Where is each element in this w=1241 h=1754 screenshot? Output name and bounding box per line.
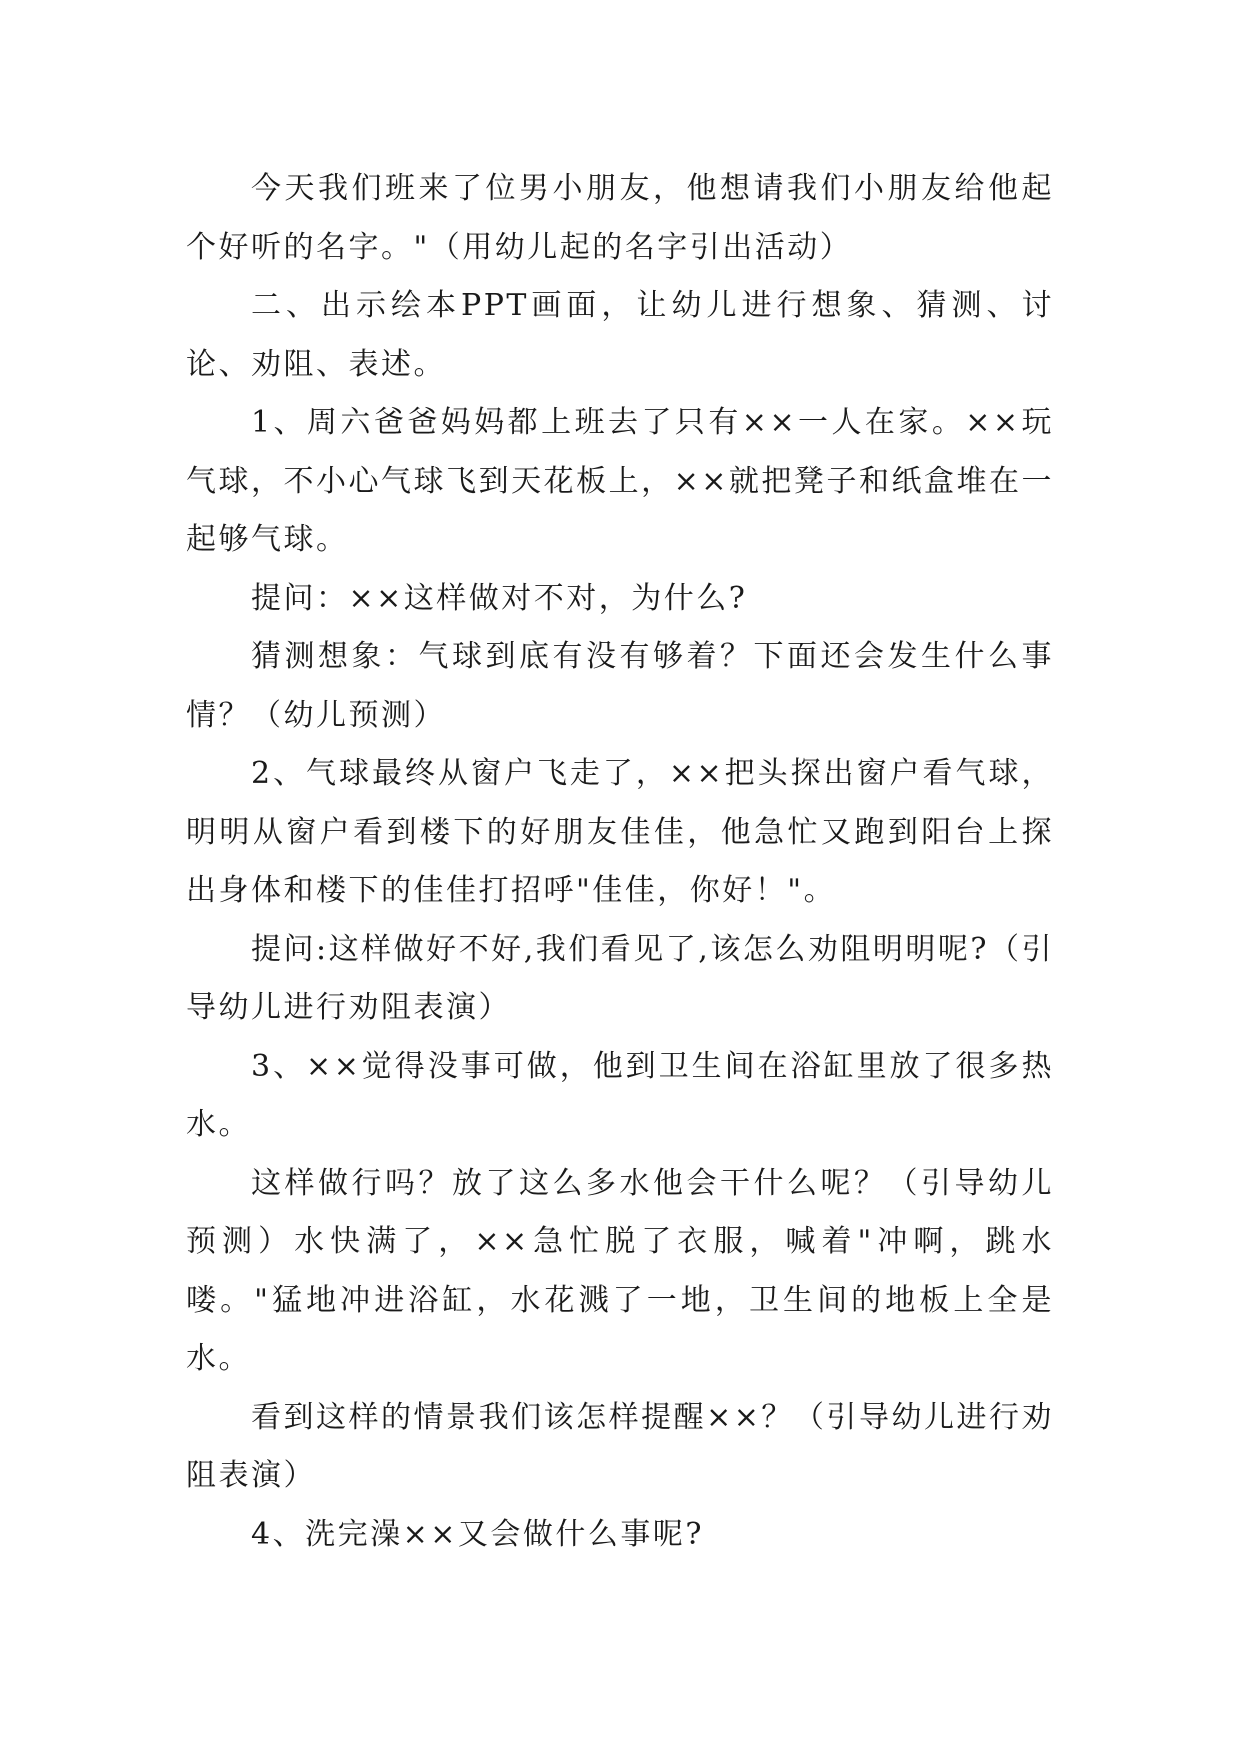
paragraph: 提问:这样做好不好,我们看见了,该怎么劝阻明明呢?（引导幼儿进行劝阻表演）	[186, 931, 1054, 1025]
paragraph: 二、出示绘本PPT画面，让幼儿进行想象、猜测、讨论、劝阻、表述。	[186, 288, 1054, 382]
document-body	[186, 160, 1054, 1564]
paragraph: 提问：××这样做对不对，为什么?	[251, 580, 748, 616]
paragraph: 猜测想象：气球到底有没有够着？下面还会发生什么事情？（幼儿预测）	[186, 639, 1054, 733]
paragraph: 1、周六爸爸妈妈都上班去了只有××一人在家。××玩气球，不小心气球飞到天花板上，××就把凳子和纸盒堆在一起够气球。	[186, 405, 1054, 557]
paragraph: 这样做行吗？放了这么多水他会干什么呢？（引导幼儿预测）水快满了，××急忙脱了衣服，喊着"冲啊，跳水喽。"猛地冲进浴缸，水花溅了一地，卫生间的地板上全是水。	[186, 1165, 1054, 1376]
paragraph: 今天我们班来了位男小朋友，他想请我们小朋友给他起个好听的名字。"（用幼儿起的名字引出活动）	[186, 171, 1054, 265]
paragraph: 3、××觉得没事可做，他到卫生间在浴缸里放了很多热水。	[186, 1048, 1054, 1142]
paragraph: 看到这样的情景我们该怎样提醒××？（引导幼儿进行劝阻表演）	[186, 1399, 1054, 1493]
paragraph: 2、气球最终从窗户飞走了，××把头探出窗户看气球，明明从窗户看到楼下的好朋友佳佳，他急忙又跑到阳台上探出身体和楼下的佳佳打招呼"佳佳，你好！"。	[186, 756, 1054, 908]
paragraph: 4、洗完澡××又会做什么事呢?	[251, 1516, 704, 1552]
